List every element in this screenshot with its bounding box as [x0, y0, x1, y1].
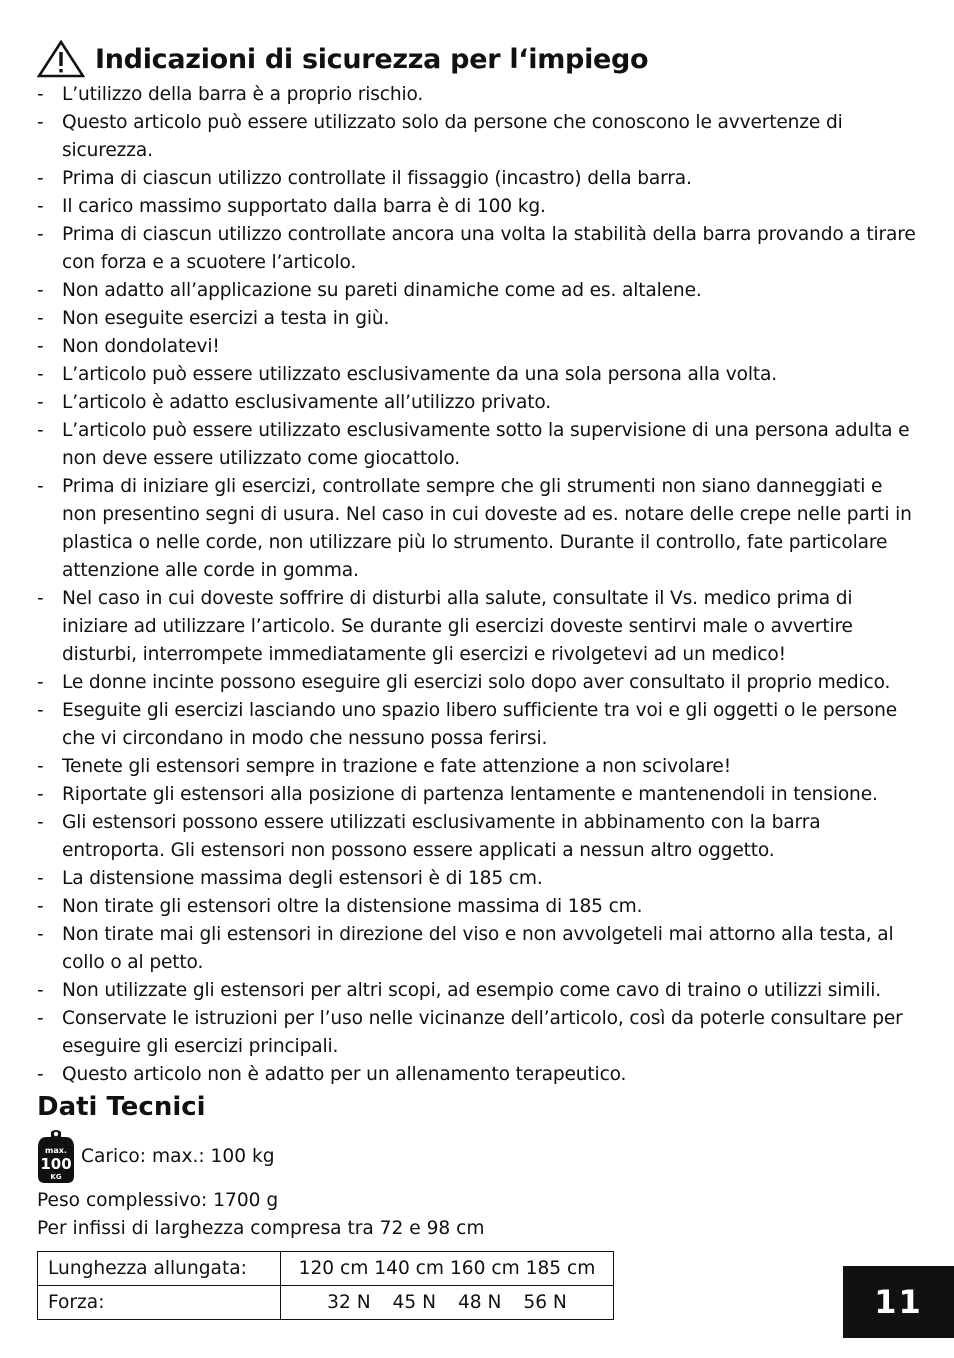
list-item	[37, 697, 922, 753]
list-item-text: Riportate gli estensori alla posizione di partenza lentamente e mantenendoli in tensione.	[62, 784, 878, 805]
list-item-text: Le donne incinte possono eseguire gli esercizi solo dopo aver consultato il proprio medico.	[62, 672, 891, 693]
load-row	[37, 1128, 275, 1184]
list-item	[37, 753, 922, 781]
list-item	[37, 1005, 922, 1061]
weight-icon-top: max.	[45, 1146, 67, 1155]
bullet-dash: -	[37, 980, 44, 1001]
list-item	[37, 473, 922, 585]
list-item	[37, 81, 922, 109]
list-item-text: Tenete gli estensori sempre in trazione e fate attenzione a non scivolare!	[62, 756, 731, 777]
bullet-dash: -	[37, 784, 44, 805]
list-item	[37, 1061, 922, 1089]
list-item-text: Prima di ciascun utilizzo controllate ancora una volta la stabilità della barra provando a tirare con forza e a scuotere l’articolo.	[62, 224, 916, 273]
bullet-dash: -	[37, 224, 44, 245]
bullet-dash: -	[37, 812, 44, 833]
list-item	[37, 893, 922, 921]
bullet-dash: -	[37, 196, 44, 217]
length-values	[281, 1252, 614, 1286]
tech-title: Dati Tecnici	[37, 1092, 206, 1122]
page-number: 11	[843, 1266, 954, 1338]
list-item-text: Non dondolatevi!	[62, 336, 220, 357]
list-item-text: Nel caso in cui doveste soffrire di disturbi alla salute, consultate il Vs. medico prima di iniziare ad utilizzare l’articolo. Se durante gli esercizi doveste sentirvi male o avvertire disturbi, interrompete immediatamente gli esercizi e rivolgetevi ad un medico!	[62, 588, 853, 665]
frames-text: Per infissi di larghezza compresa tra 72 e 98 cm	[37, 1218, 485, 1239]
weight-icon-unit: KG	[50, 1173, 62, 1181]
list-item-text: Non utilizzate gli estensori per altri scopi, ad esempio come cavo di traino o utilizzi simili.	[62, 980, 882, 1001]
bullet-dash: -	[37, 84, 44, 105]
bullet-dash: -	[37, 392, 44, 413]
length-value: 185 cm	[525, 1258, 596, 1279]
list-item	[37, 417, 922, 473]
length-value: 140 cm	[374, 1258, 445, 1279]
list-item	[37, 389, 922, 417]
list-item-text: L’utilizzo della barra è a proprio rischio.	[62, 84, 424, 105]
bullet-dash: -	[37, 364, 44, 385]
list-item-text: Non eseguite esercizi a testa in giù.	[62, 308, 390, 329]
list-item-text: Gli estensori possono essere utilizzati esclusivamente in abbinamento con la barra entroporta. Gli estensori non possono essere applicati a nessun altro oggetto.	[62, 812, 821, 861]
list-item	[37, 809, 922, 865]
bullet-dash: -	[37, 476, 44, 497]
bullet-dash: -	[37, 924, 44, 945]
weight-text: Peso complessivo: 1700 g	[37, 1190, 279, 1211]
force-values	[281, 1286, 614, 1320]
list-item-text: Prima di ciascun utilizzo controllate il fissaggio (incastro) della barra.	[62, 168, 692, 189]
safety-title: Indicazioni di sicurezza per l‘impiego	[95, 43, 649, 75]
bullet-dash: -	[37, 280, 44, 301]
list-item-text: Non tirate gli estensori oltre la distensione massima di 185 cm.	[62, 896, 643, 917]
table-row	[38, 1252, 614, 1286]
safety-list	[37, 81, 922, 1089]
bullet-dash: -	[37, 112, 44, 133]
list-item	[37, 865, 922, 893]
spec-table	[37, 1251, 614, 1320]
length-value: 160 cm	[449, 1258, 520, 1279]
list-item-text: Non adatto all’applicazione su pareti dinamiche come ad es. altalene.	[62, 280, 702, 301]
length-label: Lunghezza allungata:	[38, 1252, 281, 1286]
max-weight-icon	[37, 1128, 75, 1184]
list-item-text: Prima di iniziare gli esercizi, controllate sempre che gli strumenti non siano danneggiati e non presentino segni di usura. Nel caso in cui doveste ad es. notare delle crepe nelle parti in plastica o nelle corde, non utilizzare più lo strumento. Durante il controllo, fate particolare attenzione alle corde in gomma.	[62, 476, 912, 581]
list-item	[37, 165, 922, 193]
force-value: 45 N	[392, 1292, 437, 1313]
list-item-text: L’articolo può essere utilizzato esclusivamente da una sola persona alla volta.	[62, 364, 777, 385]
length-value: 120 cm	[298, 1258, 369, 1279]
bullet-dash: -	[37, 756, 44, 777]
bullet-dash: -	[37, 1008, 44, 1029]
list-item-text: Non tirate mai gli estensori in direzione del viso e non avvolgeteli mai attorno alla testa, al collo o al petto.	[62, 924, 894, 973]
force-value: 56 N	[523, 1292, 567, 1313]
load-text: Carico: max.: 100 kg	[81, 1145, 275, 1167]
list-item	[37, 277, 922, 305]
list-item	[37, 333, 922, 361]
list-item-text: Il carico massimo supportato dalla barra è di 100 kg.	[62, 196, 546, 217]
list-item-text: Eseguite gli esercizi lasciando uno spazio libero sufficiente tra voi e gli oggetti o le persone che vi circondano in modo che nessuno possa ferirsi.	[62, 700, 898, 749]
list-item-text: La distensione massima degli estensori è di 185 cm.	[62, 868, 543, 889]
force-label: Forza:	[38, 1286, 281, 1320]
bullet-dash: -	[37, 336, 44, 357]
list-item	[37, 361, 922, 389]
bullet-dash: -	[37, 868, 44, 889]
list-item-text: L’articolo è adatto esclusivamente all’utilizzo privato.	[62, 392, 552, 413]
bullet-dash: -	[37, 588, 44, 609]
weight-icon-value: 100	[40, 1155, 72, 1173]
table-row	[38, 1286, 614, 1320]
force-value: 48 N	[457, 1292, 502, 1313]
list-item	[37, 669, 922, 697]
bullet-dash: -	[37, 896, 44, 917]
list-item	[37, 221, 922, 277]
safety-heading	[37, 40, 648, 78]
list-item	[37, 921, 922, 977]
force-value: 32 N	[327, 1292, 371, 1313]
bullet-dash: -	[37, 672, 44, 693]
list-item	[37, 977, 922, 1005]
bullet-dash: -	[37, 168, 44, 189]
list-item-text: L’articolo può essere utilizzato esclusivamente sotto la supervisione di una persona adulta e non deve essere utilizzato come giocattolo.	[62, 420, 910, 469]
bullet-dash: -	[37, 700, 44, 721]
list-item	[37, 781, 922, 809]
list-item	[37, 193, 922, 221]
bullet-dash: -	[37, 308, 44, 329]
list-item-text: Conservate le istruzioni per l’uso nelle vicinanze dell’articolo, così da poterle consultare per eseguire gli esercizi principali.	[62, 1008, 903, 1057]
list-item	[37, 305, 922, 333]
list-item-text: Questo articolo non è adatto per un allenamento terapeutico.	[62, 1064, 627, 1085]
bullet-dash: -	[37, 420, 44, 441]
list-item	[37, 109, 922, 165]
list-item-text: Questo articolo può essere utilizzato solo da persone che conoscono le avvertenze di sicurezza.	[62, 112, 843, 161]
bullet-dash: -	[37, 1064, 44, 1085]
warning-triangle-icon	[37, 40, 85, 78]
list-item	[37, 585, 922, 669]
